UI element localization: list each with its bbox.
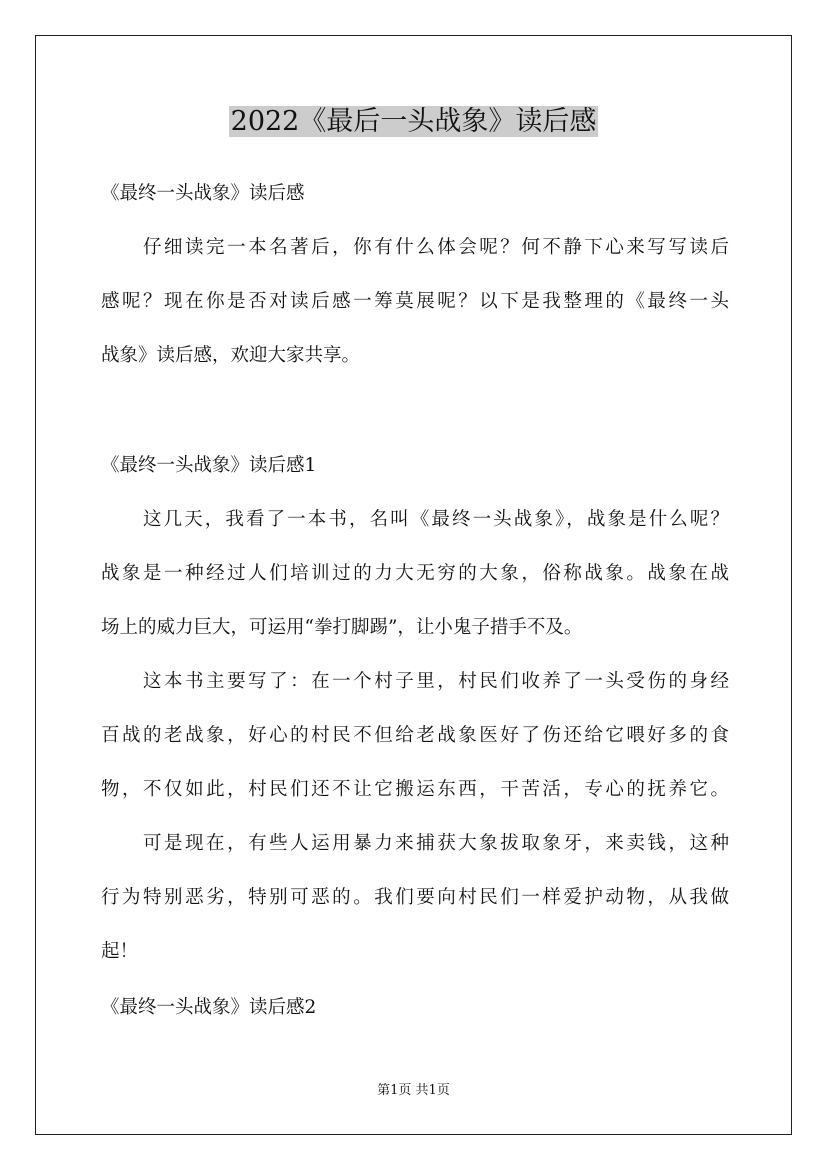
paragraph-line: 这几天，我看了一本书，名叫《最终一头战象》，战象是什么呢？ <box>143 509 729 530</box>
paragraph-line: 感呢？现在你是否对读后感一筹莫展呢？以下是我整理的《最终一头 <box>101 291 729 312</box>
paragraph-line: 战象是一种经过人们培训过的力大无穷的大象，俗称战象。战象在战 <box>101 563 729 584</box>
paragraph-line: 仔细读完一本名著后，你有什么体会呢？何不静下心来写写读后 <box>143 237 729 258</box>
paragraph-line: 百战的老战象，好心的村民不但给老战象医好了伤还给它喂好多的食 <box>101 725 729 746</box>
paragraph-line: 这本书主要写了：在一个村子里，村民们收养了一头受伤的身经 <box>143 671 729 692</box>
paragraph-line: 起！ <box>101 941 139 962</box>
paragraph-line: 战象》读后感，欢迎大家共享。 <box>101 345 361 366</box>
document-title <box>0 100 827 144</box>
paragraph-line: 物，不仅如此，村民们还不让它搬运东西，干苦活，专心的抚养它。 <box>101 779 729 800</box>
section-heading-intro: 《最终一头战象》读后感 <box>101 183 305 204</box>
page-footer: 第1页 共1页 <box>377 1083 450 1098</box>
document-title-text: 2022《最后一头战象》读后感 <box>230 106 597 137</box>
section-heading-2: 《最终一头战象》读后感2 <box>101 997 317 1018</box>
paragraph-line: 可是现在，有些人运用暴力来捕获大象拔取象牙，来卖钱，这种 <box>143 833 729 854</box>
paragraph-line: 行为特别恶劣，特别可恶的。我们要向村民们一样爱护动物，从我做 <box>101 887 729 908</box>
paragraph-line: 场上的威力巨大，可运用“拳打脚踢”，让小鬼子措手不及。 <box>101 617 583 638</box>
section-heading-1: 《最终一头战象》读后感1 <box>101 455 317 476</box>
